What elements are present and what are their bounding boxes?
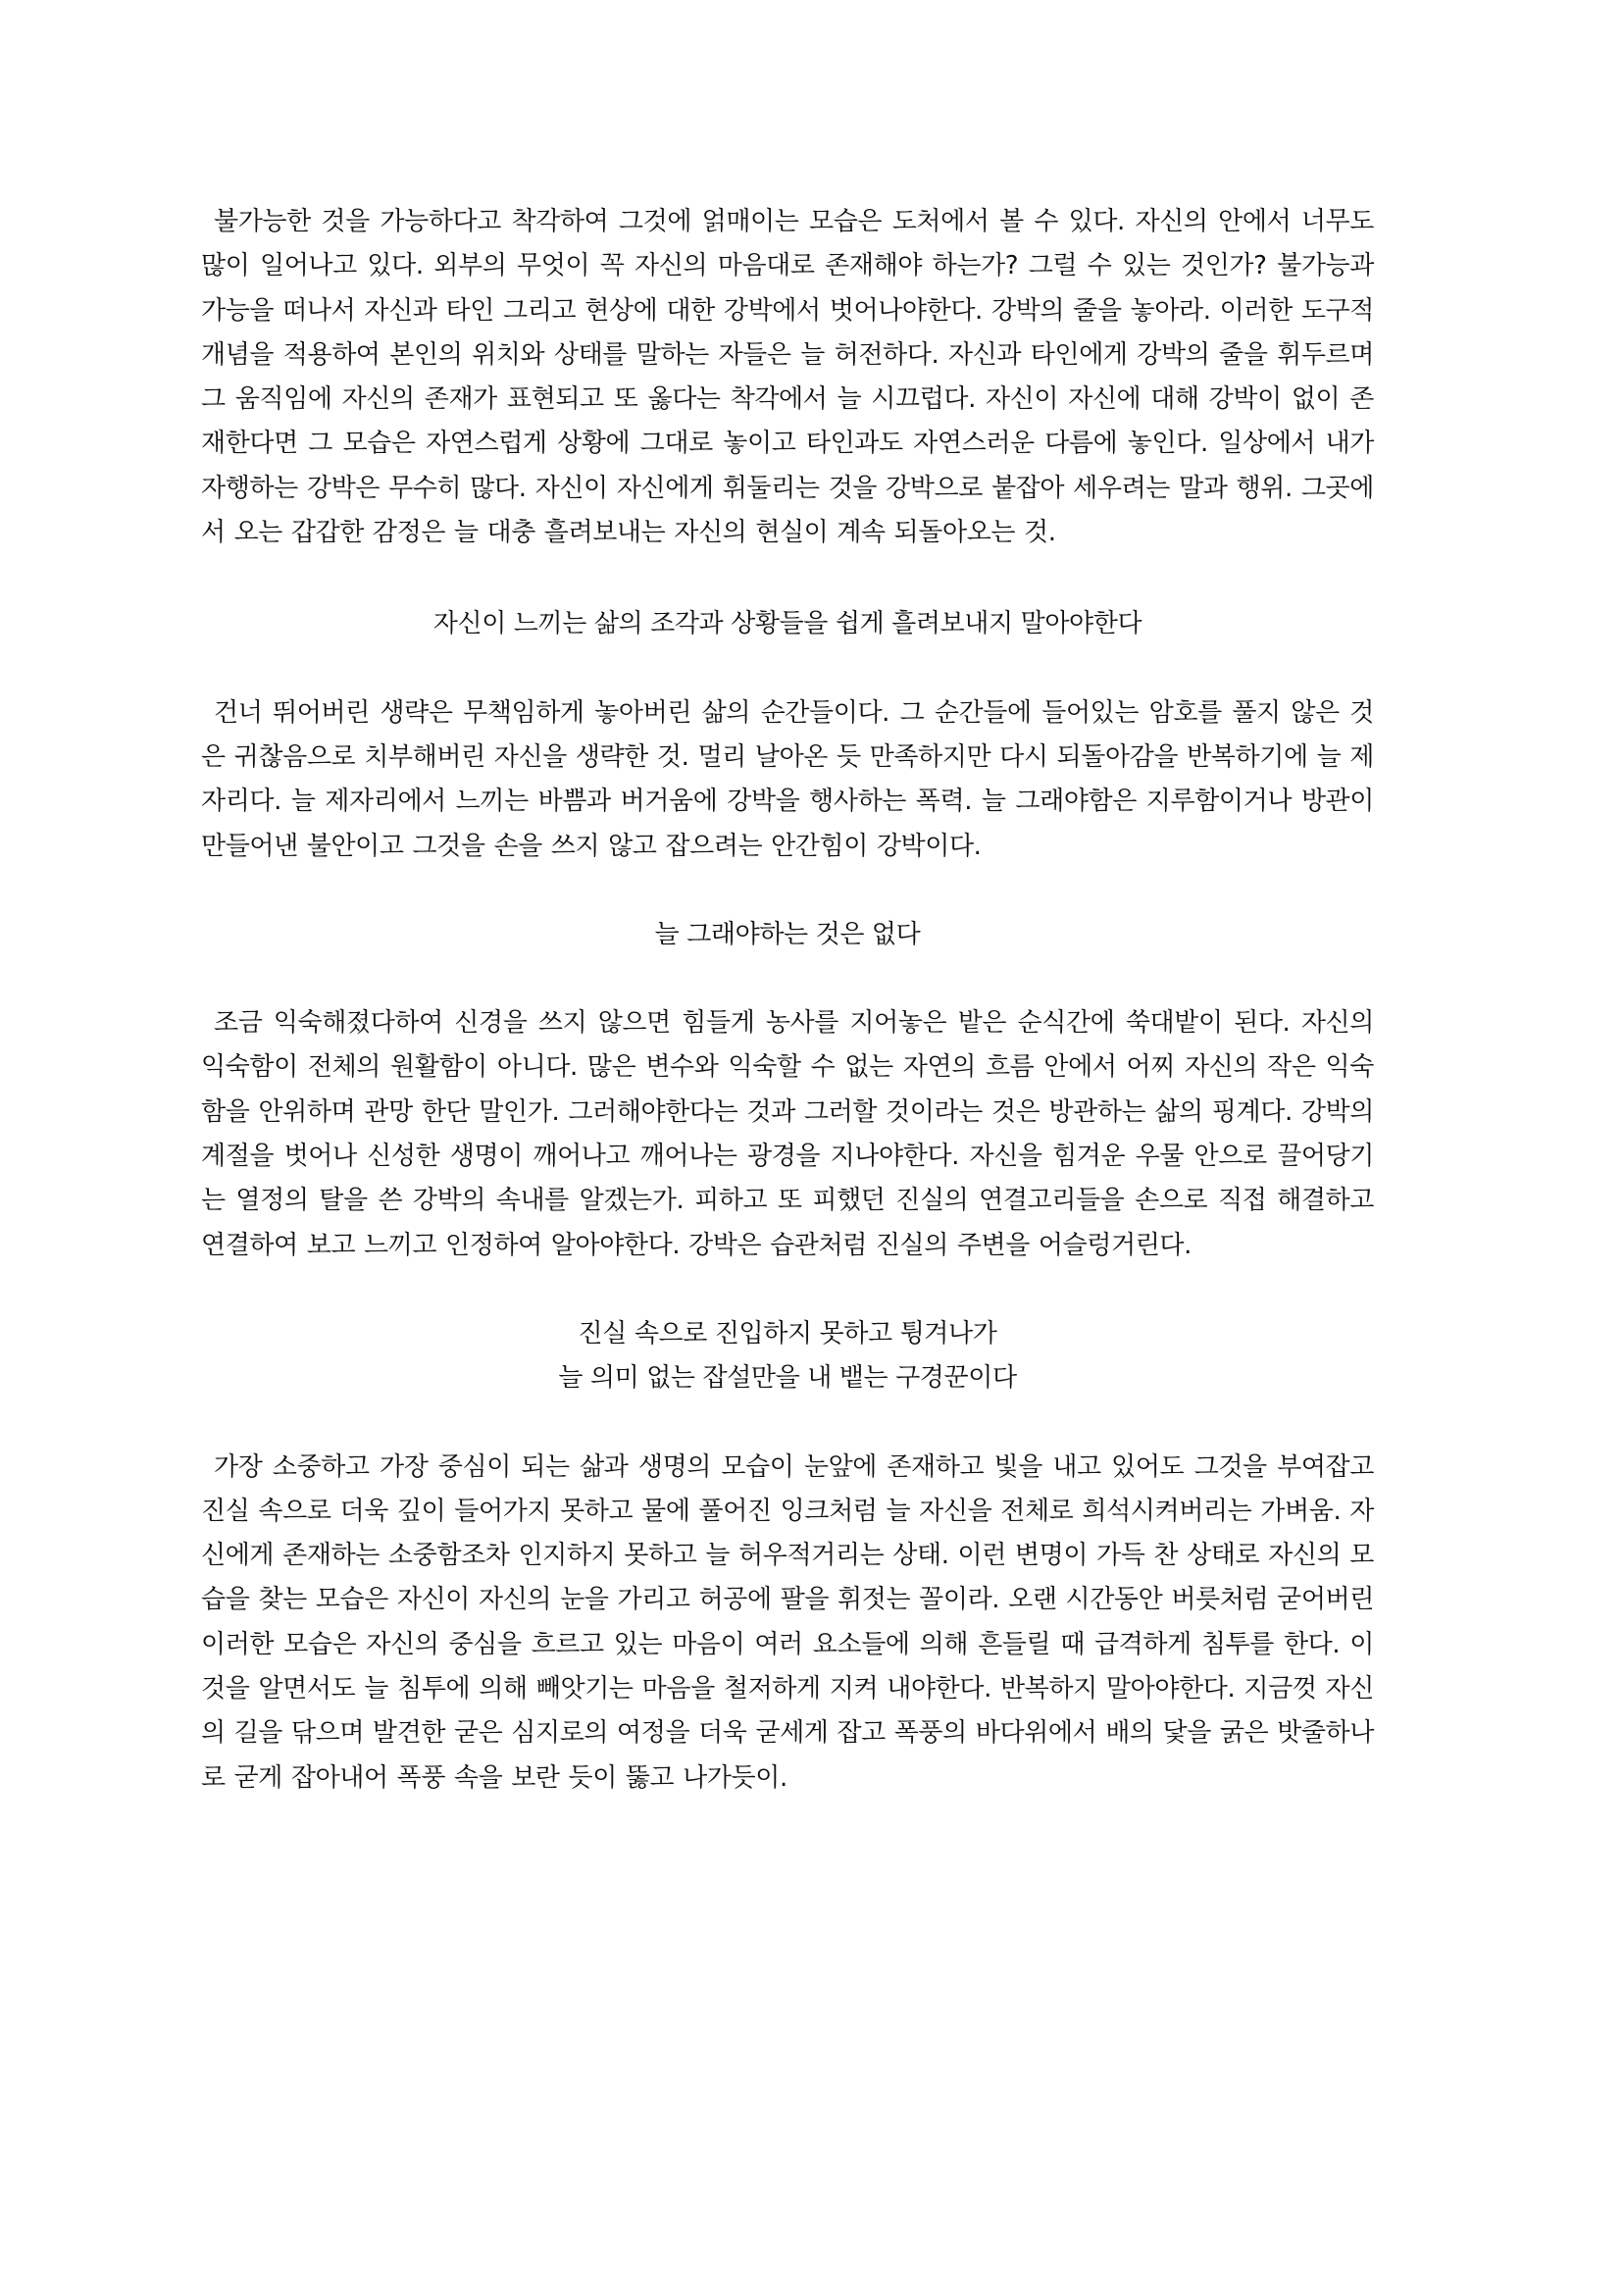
body-paragraph-1: 불가능한 것을 가능하다고 착각하여 그것에 얽매이는 모습은 도처에서 볼 수 있다. 자신의 안에서 너무도 많이 일어나고 있다. 외부의 무엇이 꼭 자신의 마음대로 존재해야 하는가? 그럴 수 있는 것인가? 불가능과 가능을 떠나서 자신과 타인 그리고 현상에 대한 강박에서 벗어나야한다. 강박의 줄을 놓아라. 이러한 도구적 개념을 적용하여 본인의 위치와 상태를 말하는 자들은 늘 허전하다. 자신과 타인에게 강박의 줄을 휘두르며 그 움직임에 자신의 존재가 표현되고 또 옳다는 착각에서 늘 시끄럽다. 자신이 자신에 대해 강박이 없이 존재한다면 그 모습은 자연스럽게 상황에 그대로 놓이고 타인과도 자연스러운 다름에 놓인다. 일상에서 내가 자행하는 강박은 무수히 많다. 자신이 자신에게 휘둘리는 것을 강박으로 붙잡아 세우려는 말과 행위. 그곳에서 오는 갑갑한 감정은 늘 대충 흘려보내는 자신의 현실이 계속 되돌아오는 것.: [201, 207, 1374, 548]
body-paragraph-4: 가장 소중하고 가장 중심이 되는 삶과 생명의 모습이 눈앞에 존재하고 빛을 내고 있어도 그것을 부여잡고 진실 속으로 더욱 깊이 들어가지 못하고 물에 풀어진 잉크처럼 늘 자신을 전체로 희석시켜버리는 가벼움. 자신에게 존재하는 소중함조차 인지하지 못하고 늘 허우적거리는 상태. 이런 변명이 가득 찬 상태로 자신의 모습을 찾는 모습은 자신이 자신의 눈을 가리고 허공에 팔을 휘젓는 꼴이라. 오랜 시간동안 버릇처럼 굳어버린 이러한 모습은 자신의 중심을 흐르고 있는 마음이 여러 요소들에 의해 흔들릴 때 급격하게 침투를 한다. 이것을 알면서도 늘 침투에 의해 빼앗기는 마음을 철저하게 지켜 내야한다. 반복하지 말아야한다. 지금껏 자신의 길을 닦으며 발견한 굳은 심지로의 여정을 더욱 굳세게 잡고 폭풍의 바다위에서 배의 닻을 굵은 밧줄하나로 굳게 잡아내어 폭풍 속을 보란 듯이 뚫고 나가듯이.: [201, 1451, 1374, 1793]
section-heading-2: [201, 913, 1374, 957]
section-heading-2-line-1: 늘 그래야하는 것은 없다: [654, 919, 921, 949]
section-heading-3: [201, 1312, 1374, 1401]
document-body: [201, 200, 1374, 1801]
section-heading-3-line-1: 진실 속으로 진입하지 못하고 튕겨나가: [578, 1318, 997, 1348]
section-heading-1: [201, 602, 1374, 646]
body-paragraph-2: 건너 뛰어버린 생략은 무책임하게 놓아버린 삶의 순간들이다. 그 순간들에 들어있는 암호를 풀지 않은 것은 귀찮음으로 치부해버린 자신을 생략한 것. 멀리 날아온 듯 만족하지만 다시 되돌아감을 반복하기에 늘 제자리다. 늘 제자리에서 느끼는 바쁨과 버거움에 강박을 행사하는 폭력. 늘 그래야함은 지루함이거나 방관이 만들어낸 불안이고 그것을 손을 쓰지 않고 잡으려는 안간힘이 강박이다.: [201, 697, 1374, 861]
section-heading-3-line-2: 늘 의미 없는 잡설만을 내 뱉는 구경꾼이다: [558, 1363, 1017, 1394]
body-paragraph-3: 조금 익숙해졌다하여 신경을 쓰지 않으면 힘들게 농사를 지어놓은 밭은 순식간에 쑥대밭이 된다. 자신의 익숙함이 전체의 원활함이 아니다. 많은 변수와 익숙할 수 없는 자연의 흐름 안에서 어찌 자신의 작은 익숙함을 안위하며 관망 한단 말인가. 그러해야한다는 것과 그러할 것이라는 것은 방관하는 삶의 핑계다. 강박의 계절을 벗어나 신성한 생명이 깨어나고 깨어나는 광경을 지나야한다. 자신을 힘겨운 우물 안으로 끌어당기는 열정의 탈을 쓴 강박의 속내를 알겠는가. 피하고 또 피했던 진실의 연결고리들을 손으로 직접 해결하고 연결하여 보고 느끼고 인정하여 알아야한다. 강박은 습관처럼 진실의 주변을 어슬렁거린다.: [201, 1008, 1374, 1260]
section-heading-1-line-1: 자신이 느끼는 삶의 조각과 상황들을 쉽게 흘려보내지 말아야한다: [432, 609, 1142, 639]
